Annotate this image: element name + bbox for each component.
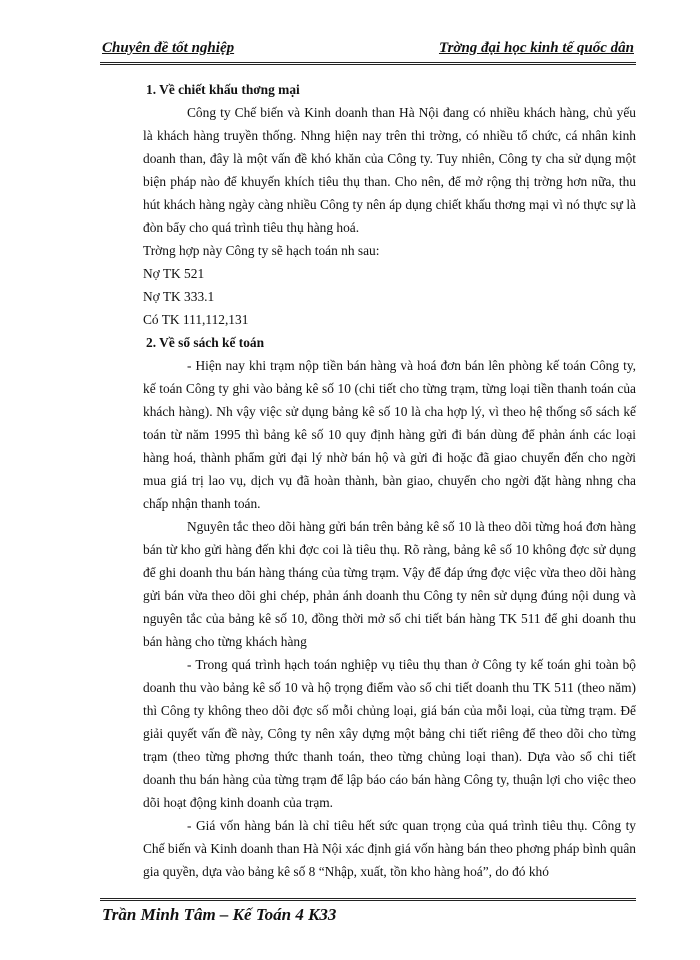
header-university: Trờng đại học kinh tế quốc dân bbox=[438, 40, 634, 56]
footer-author: Trần Minh Tâm – Kế Toán 4 K33 bbox=[102, 905, 337, 924]
paragraph-ledger-principle: Nguyên tắc theo dõi hàng gửi bán trên bảng kê số 10 là theo dõi từng hoá đơn hàng bán từ kho gửi hàng đến khi đợc coi là tiêu thụ. Rõ ràng, bảng kê số 10 không đợc sử dụng để ghi doanh thu bán hàng tháng của từng trạm. Vậy để đáp ứng đợc việc vừa theo dõi hàng gửi bán vừa theo dõi ghi chép, phản ánh doanh thu Công ty nên sử dụng đúng nội dung và nguyên tắc của bảng kê số 10, đồng thời mở sổ chi tiết bán hàng TK 511 để ghi doanh thu bán hàng cho từng khách hàng bbox=[143, 519, 636, 649]
page-footer bbox=[100, 898, 636, 925]
paragraph-ledger-report: - Hiện nay khi trạm nộp tiền bán hàng và hoá đơn bán lên phòng kế toán Công ty, kế toán Công ty ghi vào bảng kê số 10 (chi tiết cho từng trạm, từng loại tiền thanh toán của khách hàng). Nh vậy việc sử dụng bảng kê số 10 là cha hợp lý, vì theo hệ thống sổ sách kế toán từ năm 1995 thì bảng kê số 10 quy định hàng gửi đi bán dùng để phản ánh các loại hàng hoá, thành phẩm gửi đại lý nhờ bán hộ và gửi đi hoặc đã giao chuyển đến cho ngời mua giá trị lao vụ, dịch vụ đã hoàn thành, bàn giao, chuyển cho ngời đặt hàng nhng cha chấp nhận thanh toán. bbox=[143, 358, 636, 511]
paragraph-revenue-tracking: - Trong quá trình hạch toán nghiệp vụ tiêu thụ than ở Công ty kế toán ghi toàn bộ doanh thu vào bảng kê số 10 và hộ trọng điểm vào sổ chi tiết doanh thu TK 511 (theo năm) thì Công ty không theo dõi đợc số mỗi chủng loại, giá bán của mỗi loại, của từng trạm. Để giải quyết vấn đề này, Công ty nên xây dựng một bảng chi tiết riêng để theo dõi cho từng trạm (theo từng phơng thức thanh toán, theo từng chủng loại than). Dựa vào sổ chi tiết doanh thu bán hàng của từng trạm để lập báo cáo bán hàng Công ty, thuận lợi cho việc theo dõi hoạt động kinh doanh của trạm. bbox=[143, 657, 636, 810]
document-body bbox=[143, 78, 636, 883]
accounting-entry-credit: Có TK 111,112,131 bbox=[143, 312, 249, 327]
header-document-type: Chuyên đề tốt nghiệp bbox=[102, 40, 235, 56]
accounting-intro-line: Trờng hợp này Công ty sẽ hạch toán nh sau: bbox=[143, 243, 380, 258]
paragraph-discount: Công ty Chế biến và Kinh doanh than Hà Nội đang có nhiều khách hàng, chủ yếu là khách hàng truyền thống. Nhng hiện nay trên thi trờng, có nhiều tổ chức, cá nhân kinh doanh than, đây là một vấn đề khó khăn của Công ty. Tuy nhiên, Công ty cha sử dụng một biện pháp nào để khuyến khích tiêu thụ than. Cho nên, để mở rộng thị trờng hơn nữa, thu hút khách hàng ngày càng nhiều Công ty nên áp dụng chiết khấu thơng mại vì nó thực sự là đòn bẩy cho quá trình tiêu thụ hàng hoá. bbox=[143, 105, 636, 235]
page-header bbox=[100, 38, 636, 65]
section-heading-discount: 1. Về chiết khấu thơng mại bbox=[146, 82, 300, 97]
paragraph-cost-of-goods: - Giá vốn hàng bán là chỉ tiêu hết sức quan trọng của quá trình tiêu thụ. Công ty Chế biến và Kinh doanh than Hà Nội xác định giá vốn hàng bán theo phơng pháp bình quân gia quyền, dựa vào bảng kê số 8 “Nhập, xuất, tồn kho hàng hoá”, do đó khó bbox=[143, 818, 636, 879]
section-heading-ledgers: 2. Về sổ sách kế toán bbox=[146, 335, 265, 350]
accounting-entry-debit-3331: Nợ TK 333.1 bbox=[143, 289, 215, 304]
accounting-entry-debit-521: Nợ TK 521 bbox=[143, 266, 205, 281]
